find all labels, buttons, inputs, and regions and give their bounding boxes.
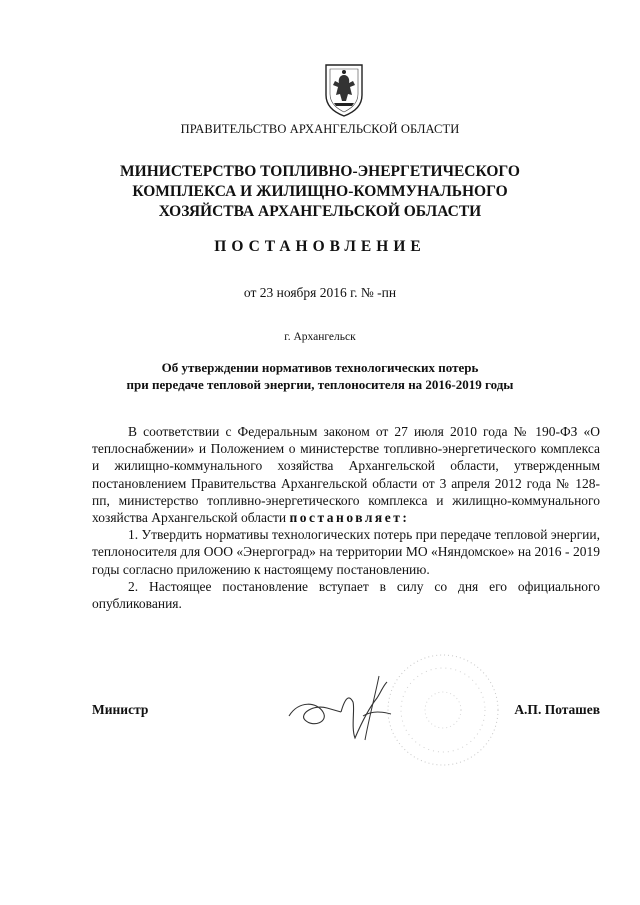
government-heading: ПРАВИТЕЛЬСТВО АРХАНГЕЛЬСКОЙ ОБЛАСТИ <box>180 122 460 136</box>
paragraph-1-text: В соответствии с Федеральным законом от 27 июля 2010 года № 190-ФЗ «О теплоснабжении» и Положением о министерстве топливно-энергетического комплекса и жилищно-коммунального хозяйства Архангельской области, утвержденным постановлением Правительства Архангельской области от 3 апреля 2012 года № 128-пп, министерство топливно-энергетического комплекса и жилищно-коммунального хозяйства Архангельской области <box>92 424 600 526</box>
signatory-position: Министр <box>92 702 149 717</box>
subject-line-2: при передаче тепловой энергии, теплоносителя на 2016-2019 годы <box>126 377 514 392</box>
body-paragraph-3: 2. Настоящее постановление вступает в силу со дня его официального опубликования. <box>92 578 600 612</box>
body-paragraph-2: 1. Утвердить нормативы технологических потерь при передаче тепловой энергии, теплоносителя для ООО «Энергоград» на территории МО «Няндомское» на 2016 - 2019 годы согласно приложению к настоящему постановлению. <box>92 527 600 577</box>
ministry-line-3: ХОЗЯЙСТВА АРХАНГЕЛЬСКОЙ ОБЛАСТИ <box>158 203 482 220</box>
coat-of-arms-icon <box>322 61 366 117</box>
subject-line-1: Об утверждении нормативов технологических потерь <box>161 360 479 375</box>
document-subject <box>0 359 640 393</box>
ministry-line-1: МИНИСТЕРСТВО ТОПЛИВНО-ЭНЕРГЕТИЧЕСКОГО <box>120 163 520 180</box>
date-number-line <box>0 285 640 301</box>
body-paragraph-1 <box>92 423 600 526</box>
resolves-word: постановляет: <box>289 510 410 526</box>
number-suffix: -пн <box>373 285 397 300</box>
signatory-name: А.П. Поташев <box>514 702 600 717</box>
city-line: г. Архангельск <box>284 331 356 343</box>
document-type-title: ПОСТАНОВЛЕНИЕ <box>214 238 426 255</box>
date-text: от 23 ноября 2016 г. № <box>243 285 374 300</box>
ministry-line-2: КОМПЛЕКСА И ЖИЛИЩНО-КОММУНАЛЬНОГО <box>132 183 508 200</box>
handwritten-signature <box>283 668 403 746</box>
ministry-heading <box>0 162 640 222</box>
document-body <box>92 423 600 612</box>
